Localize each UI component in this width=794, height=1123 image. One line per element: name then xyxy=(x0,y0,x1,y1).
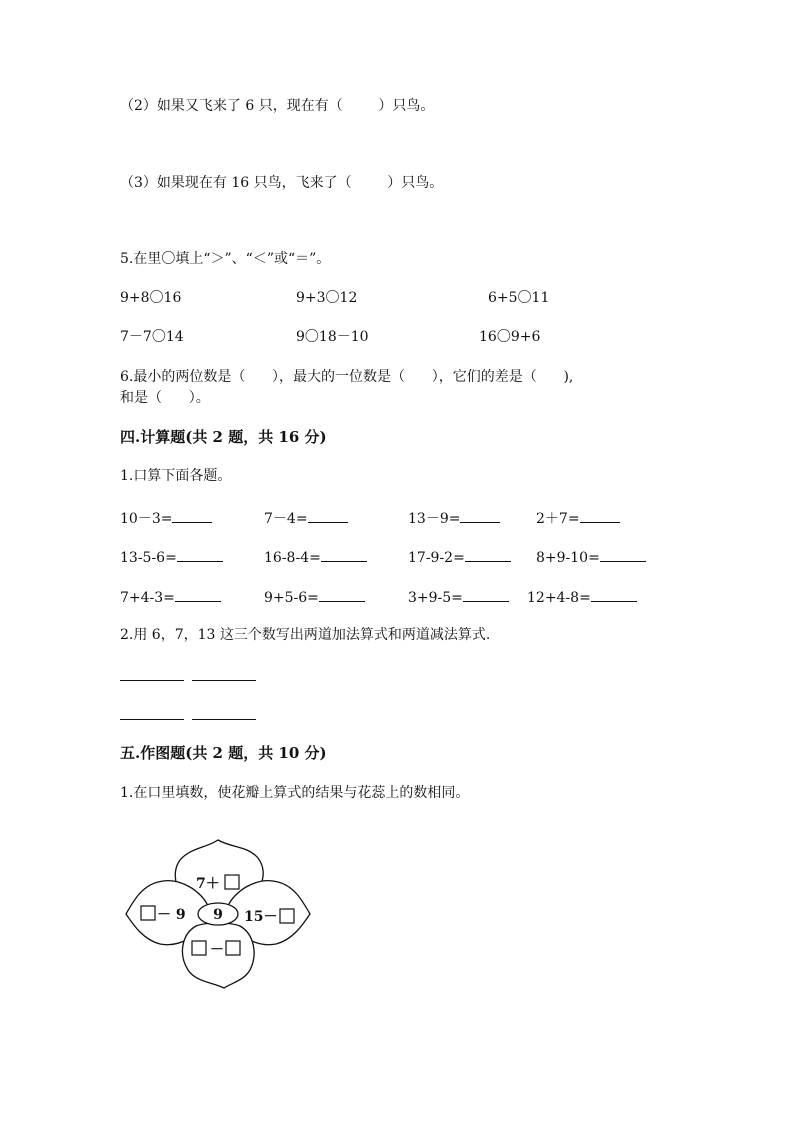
answer-blank[interactable] xyxy=(319,587,365,602)
center-number: 9 xyxy=(213,907,223,923)
calc-item xyxy=(120,587,221,607)
section5-q1-prompt: 1.在口里填数，使花瓣上算式的结果与花蕊上的数相同。 xyxy=(120,785,470,801)
equation-blank[interactable] xyxy=(192,680,256,681)
answer-blank[interactable] xyxy=(600,547,646,562)
calc-item xyxy=(120,547,223,567)
calc-expr: 16-8-4= xyxy=(264,550,321,566)
calc-item xyxy=(527,587,637,607)
calc-item xyxy=(408,587,509,607)
q6-line2: 和是（ ）。 xyxy=(120,390,210,406)
bottom-expr: － xyxy=(210,942,224,958)
answer-blank[interactable] xyxy=(308,508,348,523)
right-expr: 15－ xyxy=(244,909,278,925)
calc-expr: 7－4= xyxy=(264,511,308,527)
calc-item xyxy=(120,508,212,528)
answer-blank[interactable] xyxy=(591,587,637,602)
q5-compare-1: 9+8〇16 xyxy=(120,290,182,306)
section4-title: 四.计算题(共 2 题，共 16 分) xyxy=(120,428,327,446)
q5-compare-4: 7－7〇14 xyxy=(120,329,184,345)
equation-blank[interactable] xyxy=(120,719,184,720)
q5-prompt: 5.在里〇填上“＞”、“＜”或“＝”。 xyxy=(120,251,331,267)
section4-q2-prompt: 2.用 6，7，13 这三个数写出两道加法算式和两道减法算式. xyxy=(120,627,491,643)
calc-expr: 3+9-5= xyxy=(408,590,463,606)
calc-expr: 17-9-2= xyxy=(408,550,465,566)
q5-compare-2: 9+3〇12 xyxy=(296,290,358,306)
answer-box[interactable] xyxy=(280,909,294,923)
answer-box[interactable] xyxy=(226,941,240,955)
calc-item xyxy=(536,547,646,567)
calc-expr: 13－9= xyxy=(408,511,461,527)
calc-expr: 9+5-6= xyxy=(264,590,319,606)
answer-blank[interactable] xyxy=(177,547,223,562)
equation-blank[interactable] xyxy=(192,719,256,720)
q4-part3: （3）如果现在有 16 只鸟，飞来了（ ）只鸟。 xyxy=(120,175,444,191)
section5-title: 五.作图题(共 2 题，共 10 分) xyxy=(120,744,327,762)
answer-blank[interactable] xyxy=(580,508,620,523)
answer-box[interactable] xyxy=(141,906,155,920)
calc-expr: 13-5-6= xyxy=(120,550,177,566)
q4-part2: （2）如果又飞来了 6 只，现在有（ ）只鸟。 xyxy=(120,98,435,114)
answer-blank[interactable] xyxy=(172,508,212,523)
answer-blank[interactable] xyxy=(463,587,509,602)
calc-item xyxy=(264,508,348,528)
calc-expr: 10－3= xyxy=(120,511,173,527)
calc-item xyxy=(408,508,500,528)
answer-blank[interactable] xyxy=(465,547,511,562)
calc-expr: 12+4-8= xyxy=(527,590,591,606)
q5-compare-5: 9〇18－10 xyxy=(296,329,369,345)
calc-item xyxy=(408,547,511,567)
q5-compare-6: 16〇9+6 xyxy=(479,329,541,345)
calc-expr: 2＋7= xyxy=(536,511,580,527)
answer-blank[interactable] xyxy=(321,547,367,562)
equation-blank[interactable] xyxy=(120,680,184,681)
q6-line1: 6.最小的两位数是（ ），最大的一位数是（ ），它们的差是（ ), xyxy=(120,369,574,385)
calc-expr: 8+9-10= xyxy=(536,550,600,566)
flower-diagram xyxy=(120,830,316,996)
q5-compare-3: 6+5〇11 xyxy=(488,290,550,306)
left-expr: － 9 xyxy=(157,907,186,923)
answer-blank[interactable] xyxy=(175,587,221,602)
calc-item xyxy=(264,547,367,567)
calc-item xyxy=(536,508,620,528)
section4-q1-prompt: 1.口算下面各题。 xyxy=(120,468,232,484)
calc-item xyxy=(264,587,365,607)
answer-box[interactable] xyxy=(225,875,239,889)
answer-box[interactable] xyxy=(192,941,206,955)
calc-expr: 7+4-3= xyxy=(120,590,175,606)
top-expr: 7＋ xyxy=(196,876,220,892)
answer-blank[interactable] xyxy=(460,508,500,523)
